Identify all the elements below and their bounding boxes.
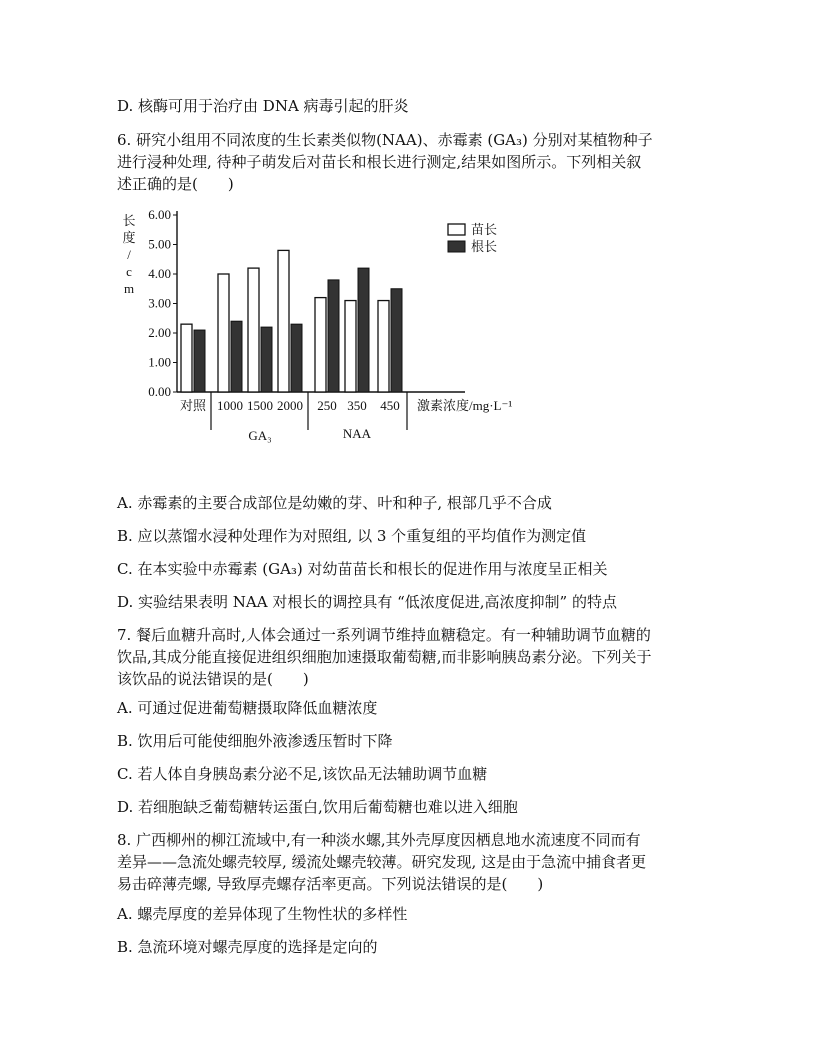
q6-option-c: C. 在本实验中赤霉素 (GA₃) 对幼苗苗长和根长的促进作用与浓度呈正相关 <box>117 560 608 578</box>
q8-option-a: A. 螺壳厚度的差异体现了生物性状的多样性 <box>117 905 408 923</box>
y-tick-label: 1.00 <box>148 354 171 370</box>
q6-bar-chart <box>115 195 535 450</box>
bar-genchang <box>391 289 402 392</box>
legend-label-miaochang: 苗长 <box>471 222 498 237</box>
y-axis-label-char: 度 <box>122 230 136 245</box>
q6-option-d: D. 实验结果表明 NAA 对根长的调控具有 “低浓度促进,高浓度抑制” 的特点 <box>117 593 617 611</box>
bar-miaochang <box>315 298 326 392</box>
legend-swatch-genchang <box>448 241 465 252</box>
q7-option-b: B. 饮用后可能使细胞外液渗透压暂时下降 <box>117 732 393 750</box>
y-tick-label: 3.00 <box>148 295 171 311</box>
q6-option-b: B. 应以蒸馏水浸种处理作为对照组, 以 3 个重复组的平均值作为测定值 <box>117 527 587 545</box>
bar-genchang <box>358 268 369 392</box>
y-tick-label: 0.00 <box>148 384 171 399</box>
q8-option-b: B. 急流环境对螺壳厚度的选择是定向的 <box>117 938 378 956</box>
q6-stem-line-1: 6. 研究小组用不同浓度的生长素类似物(NAA)、赤霉素 (GA₃) 分别对某植物种子 <box>117 131 653 149</box>
x-axis-label: 激素浓度/mg·L⁻¹ <box>417 398 513 413</box>
q8-stem-line-1: 8. 广西柳州的柳江流域中,有一种淡水螺,其外壳厚度因栖息地水流速度不同而有 <box>117 831 641 849</box>
chart-svg <box>115 195 535 450</box>
bar-genchang <box>261 327 272 392</box>
bar-miaochang <box>378 301 389 392</box>
x-tick-label: 250 <box>317 398 337 413</box>
q8-stem-line-2: 差异——急流处螺壳较厚, 缓流处螺壳较薄。研究发现, 这是由于急流中捕食者更 <box>117 853 647 871</box>
q5-option-d: D. 核酶可用于治疗由 DNA 病毒引起的肝炎 <box>117 97 409 115</box>
q6-option-a: A. 赤霉素的主要合成部位是幼嫩的芽、叶和种子, 根部几乎不合成 <box>117 494 552 512</box>
y-axis-label-char: m <box>123 281 135 296</box>
q8-stem-line-3: 易击碎薄壳螺, 导致厚壳螺存活率更高。下列说法错误的是( ) <box>117 875 544 893</box>
q7-stem-line-3: 该饮品的说法错误的是( ) <box>117 670 309 688</box>
group-label-ga3: GA₃ <box>248 428 272 443</box>
y-axis-label-char: 长 <box>122 213 136 228</box>
bar-miaochang <box>181 324 192 392</box>
x-tick-label: 1000 <box>217 398 243 413</box>
bar-miaochang <box>248 268 259 392</box>
x-tick-label: 2000 <box>277 398 303 413</box>
q7-option-c: C. 若人体自身胰岛素分泌不足,该饮品无法辅助调节血糖 <box>117 765 488 783</box>
x-tick-label: 1500 <box>247 398 273 413</box>
y-tick-label: 4.00 <box>148 266 171 281</box>
legend-label-genchang: 根长 <box>471 239 498 254</box>
bar-genchang <box>328 280 339 392</box>
q7-option-a: A. 可通过促进葡萄糖摄取降低血糖浓度 <box>117 699 378 717</box>
bar-miaochang <box>218 274 229 392</box>
x-tick-label: 对照 <box>179 398 207 413</box>
q6-stem-line-3: 述正确的是( ) <box>117 175 234 193</box>
q6-stem-line-2: 进行浸种处理, 待种子萌发后对苗长和根长进行测定,结果如图所示。下列相关叙 <box>117 153 642 171</box>
x-tick-label: 350 <box>347 398 367 413</box>
y-tick-label: 2.00 <box>148 325 171 340</box>
y-tick-label: 6.00 <box>148 207 171 222</box>
x-tick-label: 450 <box>380 398 400 413</box>
q7-stem-line-2: 饮品,其成分能直接促进组织细胞加速摄取葡萄糖,而非影响胰岛素分泌。下列关于 <box>117 648 652 666</box>
bar-genchang <box>291 324 302 392</box>
q7-stem-line-1: 7. 餐后血糖升高时,人体会通过一系列调节维持血糖稳定。有一种辅助调节血糖的 <box>117 626 651 644</box>
group-label-naa: NAA <box>342 426 372 441</box>
bar-genchang <box>194 330 205 392</box>
bar-genchang <box>231 321 242 392</box>
y-axis-label-char: / <box>127 247 131 262</box>
y-tick-label: 5.00 <box>148 236 171 252</box>
y-axis-label-char: c <box>126 264 132 279</box>
bar-miaochang <box>345 301 356 392</box>
q7-option-d: D. 若细胞缺乏葡萄糖转运蛋白,饮用后葡萄糖也难以进入细胞 <box>117 798 518 816</box>
legend-swatch-miaochang <box>448 224 465 235</box>
bar-miaochang <box>278 250 289 392</box>
